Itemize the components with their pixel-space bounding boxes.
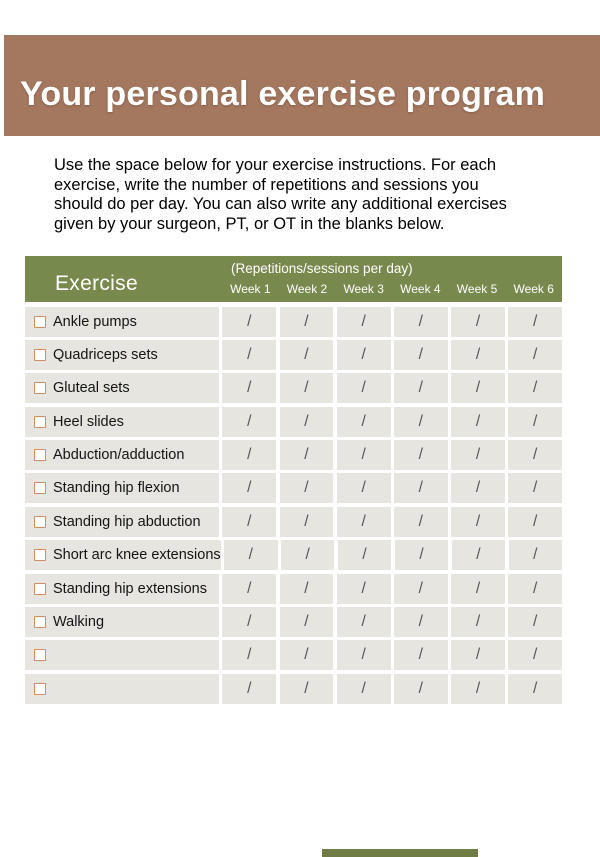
slash-separator: / bbox=[362, 546, 367, 564]
repetitions-cell bbox=[394, 607, 448, 637]
repetitions-cell bbox=[394, 340, 448, 370]
slash-separator: / bbox=[475, 646, 481, 664]
slash-separator: / bbox=[419, 546, 424, 564]
slash-separator: / bbox=[418, 512, 423, 530]
repetitions-cell bbox=[451, 440, 505, 470]
exercise-label: Abduction/adduction bbox=[53, 447, 185, 464]
week-column-header: Week 4 bbox=[400, 282, 441, 296]
table-row bbox=[25, 407, 562, 437]
slash-separator: / bbox=[247, 512, 252, 530]
slash-separator: / bbox=[532, 446, 538, 464]
slash-separator: / bbox=[532, 312, 538, 330]
exercise-name-cell bbox=[25, 507, 219, 537]
repetitions-cell bbox=[451, 473, 505, 503]
page-title: Your personal exercise program bbox=[20, 75, 546, 113]
exercise-checkbox[interactable] bbox=[34, 583, 46, 595]
table-row bbox=[25, 340, 562, 370]
repetitions-cell bbox=[337, 340, 391, 370]
intro-paragraph bbox=[54, 156, 507, 234]
repetitions-cell bbox=[280, 440, 334, 470]
repetitions-cell bbox=[280, 574, 334, 604]
repetitions-cell bbox=[337, 574, 391, 604]
repetitions-cell bbox=[508, 640, 562, 670]
intro-line: Use the space below for your exercise instructions. For each bbox=[54, 156, 497, 174]
table-row bbox=[25, 640, 562, 670]
page-footer-bar bbox=[322, 849, 478, 857]
slash-separator: / bbox=[475, 412, 481, 430]
repetitions-cell bbox=[280, 407, 334, 437]
slash-separator: / bbox=[361, 379, 366, 397]
slash-separator: / bbox=[361, 579, 366, 597]
slash-separator: / bbox=[418, 479, 423, 497]
exercise-checkbox[interactable] bbox=[34, 649, 46, 661]
exercise-checkbox[interactable] bbox=[34, 416, 46, 428]
exercise-name-cell bbox=[25, 440, 219, 470]
slash-separator: / bbox=[418, 345, 423, 363]
exercise-column-header: Exercise bbox=[55, 272, 138, 295]
repetitions-cell bbox=[280, 373, 334, 403]
repetitions-cell bbox=[451, 674, 505, 704]
repetitions-cell bbox=[451, 407, 505, 437]
exercise-label: Quadriceps sets bbox=[53, 346, 158, 363]
slash-separator: / bbox=[248, 546, 253, 564]
repetitions-cell bbox=[451, 607, 505, 637]
slash-separator: / bbox=[304, 345, 309, 363]
repetitions-cell bbox=[394, 473, 448, 503]
repetitions-cell bbox=[280, 674, 334, 704]
table-header bbox=[25, 256, 562, 302]
slash-separator: / bbox=[418, 613, 423, 631]
repetitions-cell bbox=[509, 540, 563, 570]
intro-line: given by your surgeon, PT, or OT in the blanks below. bbox=[54, 214, 445, 233]
exercise-name-cell bbox=[25, 340, 219, 370]
slash-separator: / bbox=[475, 579, 481, 597]
repetitions-cell bbox=[394, 373, 448, 403]
table-row bbox=[25, 440, 562, 470]
slash-separator: / bbox=[305, 546, 310, 564]
repetitions-cell bbox=[222, 507, 276, 537]
slash-separator: / bbox=[304, 579, 309, 597]
slash-separator: / bbox=[418, 579, 423, 597]
table-row bbox=[25, 307, 562, 337]
repetitions-cell bbox=[222, 640, 276, 670]
repetitions-cell bbox=[337, 373, 391, 403]
slash-separator: / bbox=[475, 512, 481, 530]
slash-separator: / bbox=[418, 312, 423, 330]
exercise-label: Ankle pumps bbox=[53, 313, 137, 330]
slash-separator: / bbox=[532, 512, 538, 530]
repetitions-cell bbox=[280, 640, 334, 670]
slash-separator: / bbox=[418, 646, 423, 664]
slash-separator: / bbox=[532, 345, 538, 363]
repetitions-cell bbox=[337, 507, 391, 537]
slash-separator: / bbox=[532, 479, 538, 497]
repetitions-cell bbox=[280, 340, 334, 370]
repetitions-cell bbox=[222, 340, 276, 370]
exercise-name-cell bbox=[25, 607, 219, 637]
repetitions-cell bbox=[224, 540, 278, 570]
slash-separator: / bbox=[304, 679, 309, 697]
slash-separator: / bbox=[475, 345, 481, 363]
slash-separator: / bbox=[247, 579, 252, 597]
slash-separator: / bbox=[475, 679, 481, 697]
exercise-checkbox[interactable] bbox=[34, 449, 46, 461]
slash-separator: / bbox=[476, 546, 481, 564]
slash-separator: / bbox=[247, 345, 252, 363]
exercise-checkbox[interactable] bbox=[34, 516, 46, 528]
slash-separator: / bbox=[532, 412, 538, 430]
repetitions-cell bbox=[508, 407, 562, 437]
table-row bbox=[25, 674, 562, 704]
slash-separator: / bbox=[361, 479, 366, 497]
slash-separator: / bbox=[475, 479, 481, 497]
slash-separator: / bbox=[361, 345, 366, 363]
slash-separator: / bbox=[361, 512, 366, 530]
slash-separator: / bbox=[247, 412, 252, 430]
table-row bbox=[25, 473, 562, 503]
repetitions-cell bbox=[337, 407, 391, 437]
repetitions-cell bbox=[451, 507, 505, 537]
repetitions-cell bbox=[337, 674, 391, 704]
repetitions-cell bbox=[451, 340, 505, 370]
slash-separator: / bbox=[247, 479, 252, 497]
slash-separator: / bbox=[361, 613, 366, 631]
slash-separator: / bbox=[418, 679, 423, 697]
repetitions-cell bbox=[337, 607, 391, 637]
repetitions-cell bbox=[394, 674, 448, 704]
slash-separator: / bbox=[418, 412, 423, 430]
repetitions-cell bbox=[394, 307, 448, 337]
slash-separator: / bbox=[304, 613, 309, 631]
repetitions-cell bbox=[280, 507, 334, 537]
repetitions-cell bbox=[508, 507, 562, 537]
repetitions-cell bbox=[508, 607, 562, 637]
slash-separator: / bbox=[361, 646, 366, 664]
slash-separator: / bbox=[247, 312, 252, 330]
repetitions-cell bbox=[451, 307, 505, 337]
slash-separator: / bbox=[247, 379, 252, 397]
slash-separator: / bbox=[361, 446, 366, 464]
repetitions-cell bbox=[337, 640, 391, 670]
repetitions-cell bbox=[394, 407, 448, 437]
repetitions-cell bbox=[508, 473, 562, 503]
slash-separator: / bbox=[247, 646, 252, 664]
slash-separator: / bbox=[475, 446, 481, 464]
repetitions-cell bbox=[222, 407, 276, 437]
exercise-label: Standing hip extensions bbox=[53, 580, 207, 597]
week-headers bbox=[222, 282, 562, 296]
repetitions-cell bbox=[508, 674, 562, 704]
title-band bbox=[4, 35, 600, 136]
repetitions-cell bbox=[394, 640, 448, 670]
repetitions-cell bbox=[452, 540, 506, 570]
repetitions-cell bbox=[508, 574, 562, 604]
exercise-checkbox[interactable] bbox=[34, 482, 46, 494]
repetitions-cell bbox=[222, 607, 276, 637]
week-column-header: Week 5 bbox=[456, 282, 498, 296]
slash-separator: / bbox=[532, 646, 538, 664]
table-body bbox=[25, 307, 562, 704]
weeks-header-area bbox=[222, 256, 562, 302]
exercise-checkbox[interactable] bbox=[34, 683, 46, 695]
week-column-header: Week 1 bbox=[230, 282, 271, 296]
repetitions-cell bbox=[222, 473, 276, 503]
repetitions-caption: (Repetitions/sessions per day) bbox=[231, 261, 413, 276]
exercise-label: Gluteal sets bbox=[53, 380, 130, 397]
exercise-label: Walking bbox=[53, 614, 105, 631]
table-row bbox=[25, 574, 562, 604]
exercise-name-cell bbox=[25, 640, 219, 670]
slash-separator: / bbox=[532, 613, 538, 631]
repetitions-cell bbox=[394, 507, 448, 537]
week-column-header: Week 6 bbox=[513, 282, 554, 296]
slash-separator: / bbox=[304, 379, 309, 397]
slash-separator: / bbox=[304, 512, 309, 530]
repetitions-cell bbox=[222, 574, 276, 604]
slash-separator: / bbox=[532, 679, 538, 697]
exercise-label: Heel slides bbox=[53, 413, 124, 430]
exercise-name-cell bbox=[25, 473, 219, 503]
repetitions-cell bbox=[337, 473, 391, 503]
slash-separator: / bbox=[304, 646, 309, 664]
slash-separator: / bbox=[304, 312, 309, 330]
repetitions-cell bbox=[451, 373, 505, 403]
repetitions-cell bbox=[280, 607, 334, 637]
slash-separator: / bbox=[418, 379, 423, 397]
slash-separator: / bbox=[361, 412, 366, 430]
slash-separator: / bbox=[304, 479, 309, 497]
exercise-name-cell bbox=[25, 373, 219, 403]
slash-separator: / bbox=[475, 613, 481, 631]
slash-separator: / bbox=[247, 446, 252, 464]
exercise-label: Short arc knee extensions bbox=[53, 547, 221, 564]
slash-separator: / bbox=[532, 579, 538, 597]
repetitions-cell bbox=[337, 307, 391, 337]
slash-separator: / bbox=[361, 312, 366, 330]
repetitions-cell bbox=[222, 373, 276, 403]
slash-separator: / bbox=[304, 412, 309, 430]
exercise-checkbox[interactable] bbox=[34, 549, 46, 561]
slash-separator: / bbox=[475, 379, 481, 397]
repetitions-cell bbox=[222, 307, 276, 337]
repetitions-cell bbox=[508, 340, 562, 370]
exercise-checkbox[interactable] bbox=[34, 316, 46, 328]
exercise-name-cell bbox=[25, 407, 219, 437]
exercise-name-cell bbox=[25, 574, 219, 604]
slash-separator: / bbox=[533, 546, 538, 564]
repetitions-cell bbox=[280, 307, 334, 337]
slash-separator: / bbox=[247, 613, 252, 631]
repetitions-cell bbox=[337, 440, 391, 470]
exercise-name-cell bbox=[25, 674, 219, 704]
exercise-checkbox[interactable] bbox=[34, 349, 46, 361]
exercise-label: Standing hip abduction bbox=[53, 513, 201, 530]
week-column-header: Week 3 bbox=[343, 282, 384, 296]
intro-line: should do per day. You can also write any additional exercises bbox=[54, 195, 507, 213]
exercise-name-cell bbox=[25, 540, 221, 570]
slash-separator: / bbox=[532, 379, 538, 397]
repetitions-cell bbox=[395, 540, 449, 570]
table-row bbox=[25, 540, 562, 570]
repetitions-cell bbox=[338, 540, 392, 570]
repetitions-cell bbox=[394, 440, 448, 470]
repetitions-cell bbox=[508, 373, 562, 403]
exercise-checkbox[interactable] bbox=[34, 382, 46, 394]
slash-separator: / bbox=[361, 679, 366, 697]
exercise-checkbox[interactable] bbox=[34, 616, 46, 628]
exercise-name-cell bbox=[25, 307, 219, 337]
repetitions-cell bbox=[508, 440, 562, 470]
repetitions-cell bbox=[394, 574, 448, 604]
table-row bbox=[25, 507, 562, 537]
repetitions-cell bbox=[222, 674, 276, 704]
repetitions-cell bbox=[451, 640, 505, 670]
repetitions-cell bbox=[222, 440, 276, 470]
slash-separator: / bbox=[304, 446, 309, 464]
repetitions-cell bbox=[280, 473, 334, 503]
slash-separator: / bbox=[475, 312, 481, 330]
exercise-table bbox=[25, 256, 562, 707]
slash-separator: / bbox=[247, 679, 252, 697]
slash-separator: / bbox=[418, 446, 423, 464]
repetitions-cell bbox=[451, 574, 505, 604]
exercise-label: Standing hip flexion bbox=[53, 480, 180, 497]
repetitions-cell bbox=[508, 307, 562, 337]
intro-line: exercise, write the number of repetitions and sessions you bbox=[54, 175, 479, 194]
table-row bbox=[25, 373, 562, 403]
repetitions-cell bbox=[281, 540, 335, 570]
week-column-header: Week 2 bbox=[286, 282, 328, 296]
table-row bbox=[25, 607, 562, 637]
